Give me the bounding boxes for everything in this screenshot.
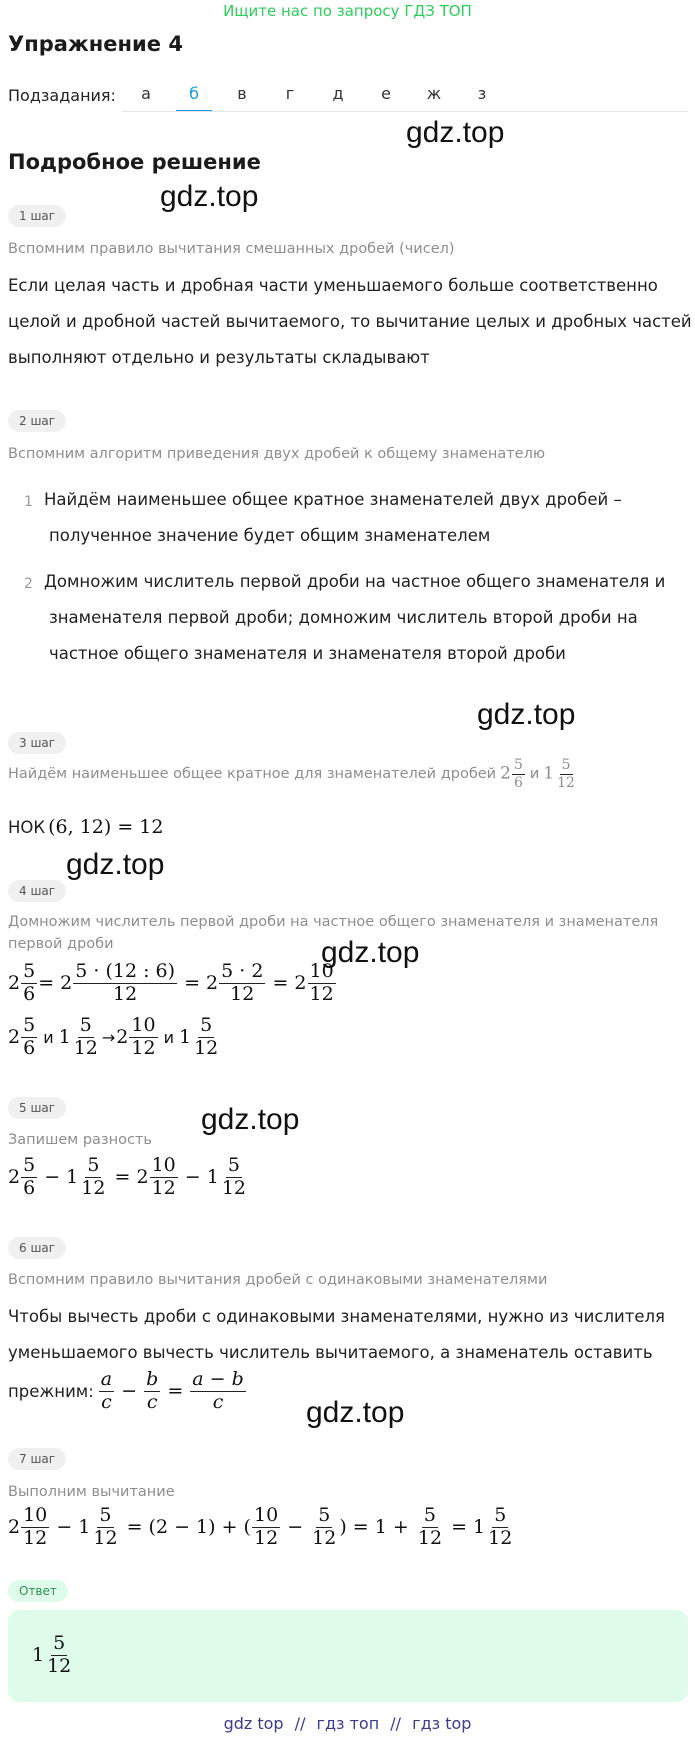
search-hint-link[interactable]: Ищите нас по запросу ГДЗ ТОП (223, 2, 472, 20)
and-word: и (43, 1027, 54, 1047)
math-line: 2 $\frac{5}{6}$ и 1 $\frac{5}{12}$ → 2 $\frac{10}{12}$ и 1 $\frac{5}{12}$ (8, 1014, 219, 1059)
arrow-icon: → (101, 1027, 116, 1047)
step-hint: Вспомним правило вычитания смешанных дробей (чисел) (8, 241, 455, 257)
tab-zh[interactable]: ж (426, 84, 442, 103)
step-hint: Вспомним правило вычитания дробей с одинаковыми знаменателями (8, 1272, 548, 1288)
watermark: gdz.top (201, 1103, 300, 1136)
lcm-expression: (6, 12) = 12 (48, 816, 164, 838)
tab-g[interactable]: г (285, 84, 295, 103)
list-item-text: Домножим числитель первой дроби на частное общего знаменателя и (44, 572, 666, 591)
step-badge: 1 шаг (8, 205, 66, 227)
list-number: 2 (24, 576, 33, 592)
rule-formula: $\frac{a}{c}$ − $\frac{b}{c}$ = $\frac{a - b}{c}$ (100, 1368, 244, 1413)
footer-links (0, 1714, 695, 1733)
watermark: gdz.top (66, 848, 165, 881)
tabs-divider (122, 111, 687, 112)
step-hint: Запишем разность (8, 1132, 152, 1148)
page-title: Упражнение 4 (8, 32, 183, 56)
math-line: 2 $\frac{5}{6}$ = 2 $\frac{5 \cdot (12 : 6)}{12}$ = 2 $\frac{5 \cdot 2}{12}$ = 2 $\frac{10}{12}$ (8, 960, 334, 1005)
step-hint: Домножим числитель первой дроби на частное общего знаменателя и знаменателя (8, 914, 659, 930)
step-badge: 6 шаг (8, 1237, 66, 1259)
step-hint: Выполним вычитание (8, 1484, 175, 1500)
step-text: выполняют отдельно и результаты складывают (8, 348, 430, 367)
mixed-number: 2 $\frac{5}{6}$ (500, 757, 523, 791)
list-item-text: полученное значение будет общим знаменателем (49, 526, 491, 545)
list-number: 1 (24, 494, 33, 510)
step-text: уменьшаемого вычесть числитель вычитаемого, а знаменатель оставить (8, 1343, 653, 1362)
step-text: Чтобы вычесть дроби с одинаковыми знаменателями, нужно из числителя (8, 1307, 665, 1326)
answer-value: 1 $\frac{5}{12}$ (32, 1632, 72, 1677)
watermark: gdz.top (406, 116, 505, 149)
and-word: и (529, 766, 540, 783)
lcm-label: НОК (8, 817, 46, 837)
lcm-line (8, 816, 163, 838)
list-item-text: частное общего знаменателя и знаменателя второй дроби (49, 644, 566, 663)
and-word: и (163, 1027, 174, 1047)
step-hint (8, 758, 578, 790)
step-badge: 2 шаг (8, 410, 66, 432)
list-item-text: знаменателя первой дроби; домножим числитель второй дроби на (49, 608, 638, 627)
step-text: целой и дробной частей вычитаемого, то вычитание целых и дробных частей (8, 312, 692, 331)
footer-link[interactable]: гдз top (412, 1714, 472, 1733)
math-line: 2 $\frac{10}{12}$ − 1 $\frac{5}{12}$ = (2 − 1) + ( $\frac{10}{12}$ − $\frac{5}{12}$ ) = 1 + $\frac{5}{12}$ = 1 $\frac{5}{12}$ (8, 1504, 513, 1549)
footer-separator: // (294, 1714, 306, 1733)
watermark: gdz.top (160, 180, 259, 213)
tab-d[interactable]: д (332, 84, 344, 103)
answer-box (8, 1610, 688, 1702)
step-badge: 3 шаг (8, 732, 66, 754)
tab-v[interactable]: в (237, 84, 247, 103)
tab-b[interactable]: б (170, 74, 218, 112)
step-badge: 4 шаг (8, 880, 66, 902)
subtask-tabs (122, 74, 506, 112)
step-text: Если целая часть и дробная части уменьшаемого больше соответственно (8, 276, 658, 295)
list-item-text: Найдём наименьшее общее кратное знаменателей двух дробей – (44, 490, 622, 509)
tab-z[interactable]: з (477, 84, 487, 103)
step-hint: Вспомним алгоритм приведения двух дробей к общему знаменателю (8, 446, 546, 462)
math-line: 2 $\frac{5}{6}$ − 1 $\frac{5}{12}$ = 2 $\frac{10}{12}$ − 1 $\frac{5}{12}$ (8, 1154, 247, 1199)
subtasks-label: Подзадания: (8, 86, 116, 105)
footer-link[interactable]: gdz top (223, 1714, 284, 1733)
watermark: gdz.top (477, 698, 576, 731)
footer-link[interactable]: гдз топ (316, 1714, 380, 1733)
step-hint: первой дроби (8, 936, 114, 952)
section-title: Подробное решение (8, 150, 261, 174)
rule-prefix: прежним: (8, 1381, 94, 1401)
rule-line (8, 1370, 247, 1413)
answer-badge: Ответ (8, 1580, 68, 1602)
tab-e[interactable]: е (381, 84, 391, 103)
watermark: gdz.top (306, 1396, 405, 1429)
tab-a[interactable]: а (141, 84, 151, 103)
step-hint-text: Найдём наименьшее общее кратное для знаменателей дробей (8, 766, 497, 783)
mixed-number: 1 $\frac{5}{12}$ (543, 757, 575, 791)
watermark: gdz.top (321, 936, 420, 969)
step-badge: 7 шаг (8, 1448, 66, 1470)
step-badge: 5 шаг (8, 1097, 66, 1119)
footer-separator: // (390, 1714, 402, 1733)
